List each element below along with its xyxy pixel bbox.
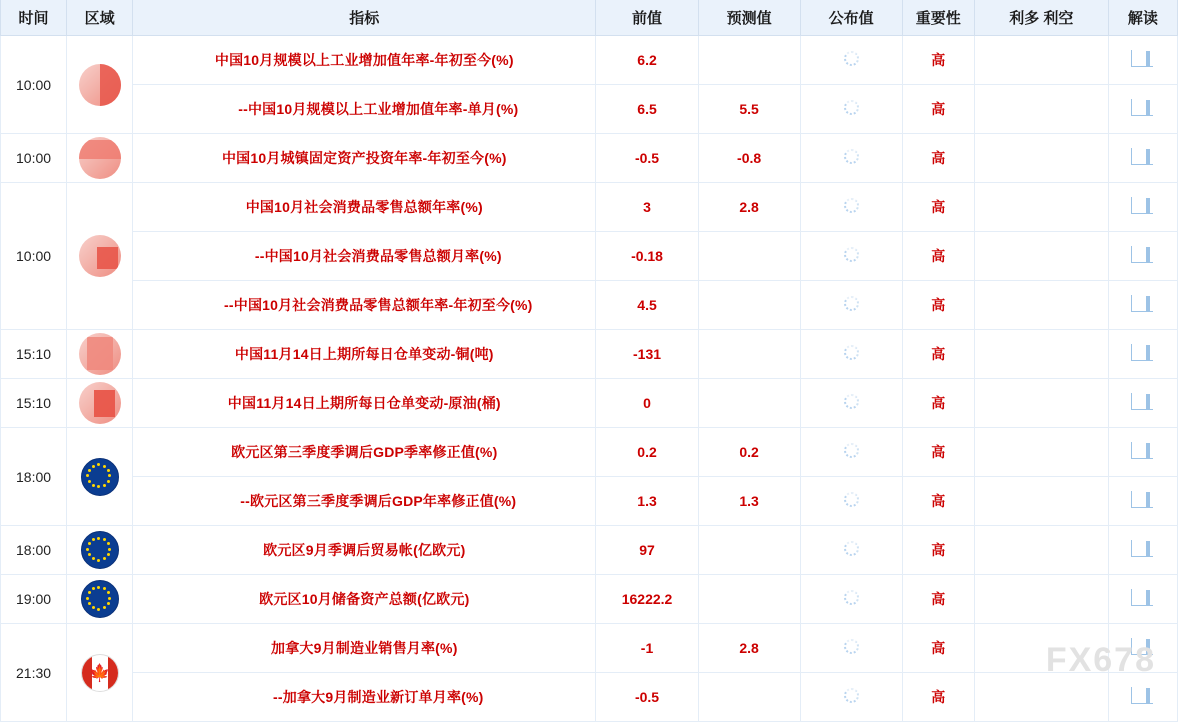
event-region — [67, 428, 133, 526]
table-row — [1, 624, 1178, 673]
event-forecast-value — [698, 330, 800, 379]
event-bullish-bearish — [974, 673, 1108, 722]
column-header-region[interactable]: 区域 — [67, 0, 133, 36]
chart-icon[interactable] — [1131, 49, 1155, 69]
event-forecast-value: -0.8 — [698, 134, 800, 183]
event-region — [67, 624, 133, 722]
event-indicator[interactable]: 中国10月社会消费品零售总额年率(%) — [133, 183, 596, 232]
chart-icon[interactable] — [1131, 343, 1155, 363]
event-previous-value: 1.3 — [596, 477, 698, 526]
table-row — [1, 183, 1178, 232]
event-forecast-value — [698, 575, 800, 624]
event-bullish-bearish — [974, 477, 1108, 526]
chart-icon[interactable] — [1131, 539, 1155, 559]
chart-icon[interactable] — [1131, 588, 1155, 608]
event-previous-value: 97 — [596, 526, 698, 575]
chart-icon[interactable] — [1131, 294, 1155, 314]
spinner-icon — [844, 492, 859, 507]
event-time: 15:10 — [1, 379, 67, 428]
event-importance: 高 — [902, 330, 974, 379]
event-previous-value: -1 — [596, 624, 698, 673]
event-forecast-value — [698, 281, 800, 330]
column-header-indicator[interactable]: 指标 — [133, 0, 596, 36]
event-published-value — [800, 477, 902, 526]
flag-eurozone-icon — [81, 580, 119, 618]
event-bullish-bearish — [974, 379, 1108, 428]
event-indicator[interactable]: --加拿大9月制造业新订单月率(%) — [133, 673, 596, 722]
event-analysis[interactable] — [1108, 330, 1177, 379]
event-indicator[interactable]: --欧元区第三季度季调后GDP年率修正值(%) — [133, 477, 596, 526]
event-forecast-value — [698, 526, 800, 575]
column-header-bullish-bearish[interactable]: 利多 利空 — [974, 0, 1108, 36]
event-bullish-bearish — [974, 281, 1108, 330]
event-time: 10:00 — [1, 183, 67, 330]
event-analysis[interactable] — [1108, 477, 1177, 526]
flag-china-icon — [79, 382, 121, 424]
flag-eurozone-icon — [81, 458, 119, 496]
event-published-value — [800, 232, 902, 281]
event-importance: 高 — [902, 673, 974, 722]
event-previous-value: 0.2 — [596, 428, 698, 477]
table-row — [1, 281, 1178, 330]
event-analysis[interactable] — [1108, 232, 1177, 281]
event-region — [67, 330, 133, 379]
event-previous-value: 4.5 — [596, 281, 698, 330]
spinner-icon — [844, 247, 859, 262]
table-row — [1, 134, 1178, 183]
spinner-icon — [844, 149, 859, 164]
event-forecast-value: 2.8 — [698, 183, 800, 232]
event-bullish-bearish — [974, 624, 1108, 673]
table-row — [1, 526, 1178, 575]
event-published-value — [800, 85, 902, 134]
chart-icon[interactable] — [1131, 392, 1155, 412]
event-analysis[interactable] — [1108, 624, 1177, 673]
event-previous-value: 16222.2 — [596, 575, 698, 624]
flag-china-icon — [79, 137, 121, 179]
chart-icon[interactable] — [1131, 637, 1155, 657]
event-indicator[interactable]: 欧元区9月季调后贸易帐(亿欧元) — [133, 526, 596, 575]
event-bullish-bearish — [974, 232, 1108, 281]
event-previous-value: 6.5 — [596, 85, 698, 134]
event-analysis[interactable] — [1108, 379, 1177, 428]
event-region — [67, 183, 133, 330]
event-forecast-value — [698, 36, 800, 85]
event-forecast-value: 1.3 — [698, 477, 800, 526]
event-time: 18:00 — [1, 428, 67, 526]
flag-china-icon — [79, 235, 121, 277]
event-time: 18:00 — [1, 526, 67, 575]
table-row — [1, 36, 1178, 85]
chart-icon[interactable] — [1131, 245, 1155, 265]
event-analysis[interactable] — [1108, 673, 1177, 722]
spinner-icon — [844, 51, 859, 66]
event-indicator[interactable]: 欧元区第三季度季调后GDP季率修正值(%) — [133, 428, 596, 477]
table-row — [1, 85, 1178, 134]
spinner-icon — [844, 443, 859, 458]
event-published-value — [800, 134, 902, 183]
flag-china-icon — [79, 333, 121, 375]
column-header-forecast[interactable]: 预测值 — [698, 0, 800, 36]
event-published-value — [800, 183, 902, 232]
table-row — [1, 428, 1178, 477]
event-bullish-bearish — [974, 575, 1108, 624]
table-row — [1, 575, 1178, 624]
event-bullish-bearish — [974, 134, 1108, 183]
column-header-previous[interactable]: 前值 — [596, 0, 698, 36]
event-bullish-bearish — [974, 85, 1108, 134]
event-published-value — [800, 624, 902, 673]
spinner-icon — [844, 639, 859, 654]
event-previous-value: -131 — [596, 330, 698, 379]
event-analysis[interactable] — [1108, 575, 1177, 624]
event-indicator[interactable]: --中国10月社会消费品零售总额月率(%) — [133, 232, 596, 281]
event-importance: 高 — [902, 379, 974, 428]
event-indicator[interactable]: 中国10月规模以上工业增加值年率-年初至今(%) — [133, 36, 596, 85]
event-importance: 高 — [902, 281, 974, 330]
column-header-time[interactable]: 时间 — [1, 0, 67, 36]
event-importance: 高 — [902, 183, 974, 232]
event-forecast-value — [698, 673, 800, 722]
event-published-value — [800, 673, 902, 722]
event-indicator[interactable]: --中国10月社会消费品零售总额年率-年初至今(%) — [133, 281, 596, 330]
chart-icon[interactable] — [1131, 441, 1155, 461]
event-bullish-bearish — [974, 183, 1108, 232]
event-region — [67, 134, 133, 183]
table-row — [1, 673, 1178, 722]
chart-icon[interactable] — [1131, 686, 1155, 706]
event-region — [67, 526, 133, 575]
event-published-value — [800, 330, 902, 379]
event-importance: 高 — [902, 36, 974, 85]
event-published-value — [800, 36, 902, 85]
table-row — [1, 232, 1178, 281]
spinner-icon — [844, 590, 859, 605]
chart-icon[interactable] — [1131, 196, 1155, 216]
event-importance: 高 — [902, 232, 974, 281]
spinner-icon — [844, 541, 859, 556]
event-previous-value: -0.18 — [596, 232, 698, 281]
event-analysis[interactable] — [1108, 134, 1177, 183]
event-analysis[interactable] — [1108, 526, 1177, 575]
event-time: 10:00 — [1, 134, 67, 183]
event-time: 10:00 — [1, 36, 67, 134]
event-published-value — [800, 575, 902, 624]
event-forecast-value — [698, 379, 800, 428]
table-row — [1, 330, 1178, 379]
spinner-icon — [844, 688, 859, 703]
table-header-row — [1, 0, 1178, 36]
event-previous-value: 3 — [596, 183, 698, 232]
event-previous-value: 6.2 — [596, 36, 698, 85]
event-published-value — [800, 428, 902, 477]
table-row — [1, 477, 1178, 526]
event-time: 21:30 — [1, 624, 67, 722]
chart-icon[interactable] — [1131, 490, 1155, 510]
event-bullish-bearish — [974, 330, 1108, 379]
event-importance: 高 — [902, 428, 974, 477]
event-previous-value: -0.5 — [596, 673, 698, 722]
event-indicator[interactable]: 加拿大9月制造业销售月率(%) — [133, 624, 596, 673]
event-forecast-value: 2.8 — [698, 624, 800, 673]
event-published-value — [800, 526, 902, 575]
chart-icon[interactable] — [1131, 147, 1155, 167]
event-analysis[interactable] — [1108, 183, 1177, 232]
event-time: 15:10 — [1, 330, 67, 379]
event-indicator[interactable]: 中国10月城镇固定资产投资年率-年初至今(%) — [133, 134, 596, 183]
event-bullish-bearish — [974, 36, 1108, 85]
event-forecast-value: 5.5 — [698, 85, 800, 134]
event-previous-value: -0.5 — [596, 134, 698, 183]
column-header-importance[interactable]: 重要性 — [902, 0, 974, 36]
event-forecast-value — [698, 232, 800, 281]
event-indicator[interactable]: 中国11月14日上期所每日仓单变动-原油(桶) — [133, 379, 596, 428]
event-forecast-value: 0.2 — [698, 428, 800, 477]
event-analysis[interactable] — [1108, 36, 1177, 85]
watermark: FX678 — [1045, 641, 1156, 679]
event-time: 19:00 — [1, 575, 67, 624]
spinner-icon — [844, 345, 859, 360]
flag-china-icon — [79, 64, 121, 106]
spinner-icon — [844, 198, 859, 213]
event-bullish-bearish — [974, 526, 1108, 575]
chart-icon[interactable] — [1131, 98, 1155, 118]
event-analysis[interactable] — [1108, 85, 1177, 134]
event-published-value — [800, 379, 902, 428]
event-region — [67, 379, 133, 428]
event-region — [67, 36, 133, 134]
event-importance: 高 — [902, 624, 974, 673]
spinner-icon — [844, 394, 859, 409]
event-importance: 高 — [902, 85, 974, 134]
event-bullish-bearish — [974, 428, 1108, 477]
flag-canada-icon: 🍁 — [81, 654, 119, 692]
event-importance: 高 — [902, 526, 974, 575]
event-analysis[interactable] — [1108, 281, 1177, 330]
event-published-value — [800, 281, 902, 330]
table-row — [1, 379, 1178, 428]
event-importance: 高 — [902, 134, 974, 183]
event-importance: 高 — [902, 477, 974, 526]
event-analysis[interactable] — [1108, 428, 1177, 477]
event-previous-value: 0 — [596, 379, 698, 428]
event-indicator[interactable]: --中国10月规模以上工业增加值年率-单月(%) — [133, 85, 596, 134]
event-indicator[interactable]: 欧元区10月储备资产总额(亿欧元) — [133, 575, 596, 624]
spinner-icon — [844, 100, 859, 115]
flag-eurozone-icon — [81, 531, 119, 569]
event-region — [67, 575, 133, 624]
event-indicator[interactable]: 中国11月14日上期所每日仓单变动-铜(吨) — [133, 330, 596, 379]
spinner-icon — [844, 296, 859, 311]
column-header-published[interactable]: 公布值 — [800, 0, 902, 36]
event-importance: 高 — [902, 575, 974, 624]
column-header-analysis[interactable]: 解读 — [1108, 0, 1177, 36]
